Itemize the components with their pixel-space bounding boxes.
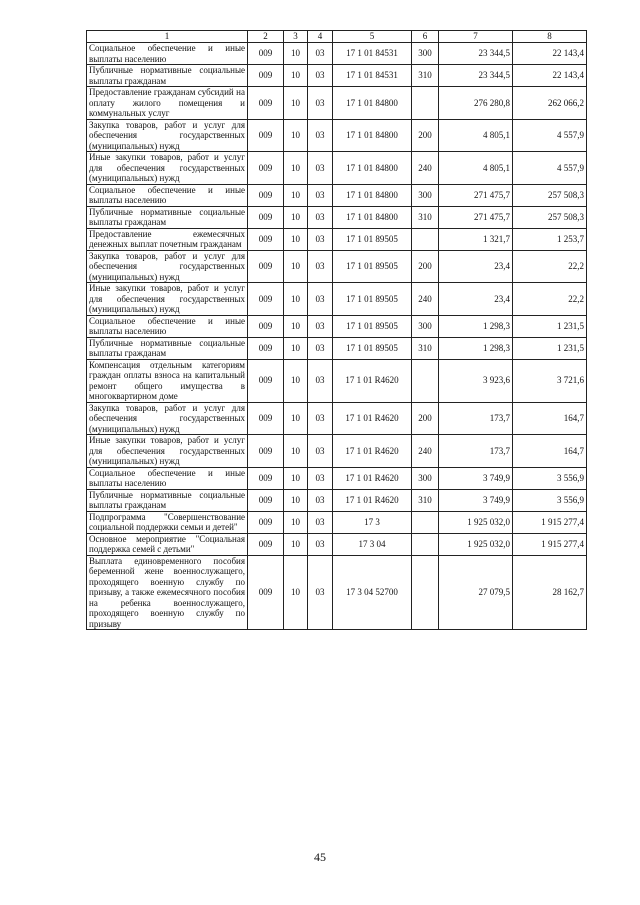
cell-pr: 03: [308, 315, 333, 337]
cell-rz: 10: [284, 359, 308, 402]
cell-csr: 17 1 01 84800: [333, 152, 412, 185]
cell-ved: 009: [248, 402, 284, 435]
cell-name: Социальное обеспечение и иные выплаты населению: [87, 43, 248, 65]
cell-sum2: 1 231,5: [513, 315, 587, 337]
table-body: [87, 43, 587, 630]
budget-table: [86, 30, 587, 630]
cell-csr: 17 1 01 R4620: [333, 402, 412, 435]
cell-pr: 03: [308, 555, 333, 630]
cell-rz: 10: [284, 435, 308, 468]
cell-vr: 240: [412, 435, 439, 468]
cell-sum1: 1 925 032,0: [439, 533, 513, 555]
cell-sum2: 1 231,5: [513, 337, 587, 359]
cell-sum1: 23,4: [439, 283, 513, 316]
cell-csr: 17 1 01 84800: [333, 119, 412, 152]
table-row: [87, 283, 587, 316]
cell-ved: 009: [248, 43, 284, 65]
cell-sum2: 257 508,3: [513, 184, 587, 206]
cell-name: Публичные нормативные социальные выплаты гражданам: [87, 489, 248, 511]
table-row: [87, 184, 587, 206]
cell-rz: 10: [284, 511, 308, 533]
cell-pr: 03: [308, 533, 333, 555]
cell-sum1: 1 925 032,0: [439, 511, 513, 533]
cell-name: Закупка товаров, работ и услуг для обеспечения государственных (муниципальных) нужд: [87, 402, 248, 435]
cell-sum2: 1 915 277,4: [513, 511, 587, 533]
cell-sum2: 28 162,7: [513, 555, 587, 630]
table-row: [87, 555, 587, 630]
cell-name: Подпрограмма "Совершенствование социальной поддержки семьи и детей": [87, 511, 248, 533]
cell-rz: 10: [284, 402, 308, 435]
table-row: [87, 43, 587, 65]
cell-name: Закупка товаров, работ и услуг для обеспечения государственных (муниципальных) нужд: [87, 250, 248, 283]
cell-sum2: 22,2: [513, 250, 587, 283]
cell-name: Предоставление гражданам субсидий на оплату жилого помещения и коммунальных услуг: [87, 87, 248, 120]
cell-vr: [412, 533, 439, 555]
table-row: [87, 533, 587, 555]
cell-csr: 17 1 01 R4620: [333, 467, 412, 489]
cell-sum2: 4 557,9: [513, 152, 587, 185]
cell-ved: 009: [248, 435, 284, 468]
cell-sum1: 23,4: [439, 250, 513, 283]
cell-vr: 300: [412, 184, 439, 206]
table-row: [87, 337, 587, 359]
cell-sum2: 164,7: [513, 435, 587, 468]
cell-sum1: 3 923,6: [439, 359, 513, 402]
cell-vr: 310: [412, 206, 439, 228]
cell-rz: 10: [284, 467, 308, 489]
cell-sum1: 27 079,5: [439, 555, 513, 630]
cell-sum1: 173,7: [439, 435, 513, 468]
cell-name: Иные закупки товаров, работ и услуг для обеспечения государственных (муниципальных) нужд: [87, 283, 248, 316]
cell-csr: 17 1 01 89505: [333, 337, 412, 359]
cell-rz: 10: [284, 337, 308, 359]
cell-vr: 310: [412, 65, 439, 87]
column-header: 8: [513, 31, 587, 43]
cell-ved: 009: [248, 65, 284, 87]
cell-csr: 17 1 01 84800: [333, 184, 412, 206]
table-row: [87, 435, 587, 468]
table-row: [87, 402, 587, 435]
cell-pr: 03: [308, 359, 333, 402]
cell-vr: 240: [412, 283, 439, 316]
page-number: 45: [314, 850, 326, 864]
cell-pr: 03: [308, 402, 333, 435]
cell-sum1: 4 805,1: [439, 152, 513, 185]
cell-sum1: 3 749,9: [439, 489, 513, 511]
cell-csr: 17 1 01 89505: [333, 250, 412, 283]
cell-rz: 10: [284, 315, 308, 337]
column-header: 5: [333, 31, 412, 43]
cell-pr: 03: [308, 467, 333, 489]
cell-name: Социальное обеспечение и иные выплаты населению: [87, 315, 248, 337]
table-row: [87, 489, 587, 511]
cell-vr: [412, 359, 439, 402]
table-row: [87, 359, 587, 402]
cell-rz: 10: [284, 206, 308, 228]
column-header: 6: [412, 31, 439, 43]
cell-pr: 03: [308, 43, 333, 65]
cell-vr: 200: [412, 119, 439, 152]
cell-pr: 03: [308, 184, 333, 206]
cell-rz: 10: [284, 250, 308, 283]
cell-ved: 009: [248, 467, 284, 489]
cell-csr: 17 1 01 84531: [333, 43, 412, 65]
cell-name: Публичные нормативные социальные выплаты гражданам: [87, 65, 248, 87]
cell-rz: 10: [284, 228, 308, 250]
cell-pr: 03: [308, 152, 333, 185]
cell-rz: 10: [284, 489, 308, 511]
header-row: [87, 31, 587, 43]
cell-sum1: 271 475,7: [439, 184, 513, 206]
cell-ved: 009: [248, 206, 284, 228]
cell-csr: 17 3: [333, 511, 412, 533]
cell-rz: 10: [284, 184, 308, 206]
table-row: [87, 250, 587, 283]
cell-sum2: 257 508,3: [513, 206, 587, 228]
cell-csr: 17 1 01 R4620: [333, 489, 412, 511]
cell-ved: 009: [248, 359, 284, 402]
cell-rz: 10: [284, 283, 308, 316]
cell-vr: 200: [412, 402, 439, 435]
cell-sum1: 276 280,8: [439, 87, 513, 120]
cell-ved: 009: [248, 283, 284, 316]
cell-rz: 10: [284, 119, 308, 152]
cell-rz: 10: [284, 152, 308, 185]
cell-vr: 310: [412, 337, 439, 359]
cell-name: Основное мероприятие "Социальная поддержка семей с детьми": [87, 533, 248, 555]
column-header: 2: [248, 31, 284, 43]
cell-pr: 03: [308, 489, 333, 511]
cell-sum1: 23 344,5: [439, 65, 513, 87]
cell-vr: 200: [412, 250, 439, 283]
table-row: [87, 467, 587, 489]
cell-csr: 17 1 01 89505: [333, 228, 412, 250]
cell-pr: 03: [308, 65, 333, 87]
cell-sum1: 1 321,7: [439, 228, 513, 250]
cell-ved: 009: [248, 228, 284, 250]
cell-sum2: 22 143,4: [513, 65, 587, 87]
cell-name: Социальное обеспечение и иные выплаты населению: [87, 184, 248, 206]
cell-sum1: 4 805,1: [439, 119, 513, 152]
cell-vr: 300: [412, 43, 439, 65]
cell-sum2: 3 721,6: [513, 359, 587, 402]
cell-rz: 10: [284, 43, 308, 65]
cell-ved: 009: [248, 511, 284, 533]
cell-sum2: 3 556,9: [513, 467, 587, 489]
cell-csr: 17 1 01 84800: [333, 87, 412, 120]
cell-pr: 03: [308, 119, 333, 152]
cell-csr: 17 3 04: [333, 533, 412, 555]
cell-name: Публичные нормативные социальные выплаты гражданам: [87, 206, 248, 228]
cell-vr: [412, 511, 439, 533]
cell-pr: 03: [308, 206, 333, 228]
cell-vr: 310: [412, 489, 439, 511]
cell-vr: 240: [412, 152, 439, 185]
cell-csr: 17 1 01 R4620: [333, 435, 412, 468]
cell-vr: 300: [412, 315, 439, 337]
cell-name: Публичные нормативные социальные выплаты гражданам: [87, 337, 248, 359]
cell-pr: 03: [308, 511, 333, 533]
cell-sum2: 164,7: [513, 402, 587, 435]
cell-sum2: 262 066,2: [513, 87, 587, 120]
table-row: [87, 206, 587, 228]
cell-rz: 10: [284, 87, 308, 120]
table-row: [87, 87, 587, 120]
cell-csr: 17 1 01 89505: [333, 315, 412, 337]
cell-sum2: 3 556,9: [513, 489, 587, 511]
cell-csr: 17 1 01 R4620: [333, 359, 412, 402]
table-row: [87, 511, 587, 533]
cell-pr: 03: [308, 435, 333, 468]
column-header: 1: [87, 31, 248, 43]
cell-sum2: 1 253,7: [513, 228, 587, 250]
cell-sum1: 1 298,3: [439, 315, 513, 337]
cell-pr: 03: [308, 250, 333, 283]
cell-sum1: 173,7: [439, 402, 513, 435]
table-row: [87, 119, 587, 152]
cell-vr: [412, 555, 439, 630]
cell-pr: 03: [308, 337, 333, 359]
cell-ved: 009: [248, 337, 284, 359]
cell-pr: 03: [308, 228, 333, 250]
cell-csr: 17 1 01 84531: [333, 65, 412, 87]
column-header: 4: [308, 31, 333, 43]
cell-sum2: 22 143,4: [513, 43, 587, 65]
cell-name: Предоставление ежемесячных денежных выплат почетным гражданам: [87, 228, 248, 250]
cell-csr: 17 1 01 89505: [333, 283, 412, 316]
cell-sum2: 1 915 277,4: [513, 533, 587, 555]
cell-rz: 10: [284, 533, 308, 555]
column-header: 7: [439, 31, 513, 43]
cell-vr: 300: [412, 467, 439, 489]
cell-vr: [412, 228, 439, 250]
cell-name: Социальное обеспечение и иные выплаты населению: [87, 467, 248, 489]
cell-ved: 009: [248, 489, 284, 511]
cell-rz: 10: [284, 555, 308, 630]
cell-pr: 03: [308, 283, 333, 316]
column-header: 3: [284, 31, 308, 43]
cell-ved: 009: [248, 250, 284, 283]
cell-sum1: 271 475,7: [439, 206, 513, 228]
cell-ved: 009: [248, 184, 284, 206]
table-row: [87, 65, 587, 87]
cell-ved: 009: [248, 87, 284, 120]
cell-name: Выплата единовременного пособия беременной жене военнослужащего, проходящего военную службу по призыву, а также ежемесячного пособия на ребенка военнослужащего, проходящего военную службу по призыву: [87, 555, 248, 630]
cell-ved: 009: [248, 315, 284, 337]
cell-csr: 17 3 04 52700: [333, 555, 412, 630]
cell-name: Закупка товаров, работ и услуг для обеспечения государственных (муниципальных) нужд: [87, 119, 248, 152]
cell-sum1: 1 298,3: [439, 337, 513, 359]
cell-sum1: 23 344,5: [439, 43, 513, 65]
cell-rz: 10: [284, 65, 308, 87]
cell-sum1: 3 749,9: [439, 467, 513, 489]
table-row: [87, 152, 587, 185]
cell-ved: 009: [248, 119, 284, 152]
cell-ved: 009: [248, 555, 284, 630]
cell-sum2: 22,2: [513, 283, 587, 316]
table-row: [87, 228, 587, 250]
cell-ved: 009: [248, 152, 284, 185]
cell-sum2: 4 557,9: [513, 119, 587, 152]
cell-vr: [412, 87, 439, 120]
cell-name: Иные закупки товаров, работ и услуг для обеспечения государственных (муниципальных) нужд: [87, 435, 248, 468]
table-row: [87, 315, 587, 337]
cell-ved: 009: [248, 533, 284, 555]
cell-csr: 17 1 01 84800: [333, 206, 412, 228]
cell-name: Компенсация отдельным категориям граждан оплаты взноса на капитальный ремонт общего имущества в многоквартирном доме: [87, 359, 248, 402]
cell-pr: 03: [308, 87, 333, 120]
cell-name: Иные закупки товаров, работ и услуг для обеспечения государственных (муниципальных) нужд: [87, 152, 248, 185]
